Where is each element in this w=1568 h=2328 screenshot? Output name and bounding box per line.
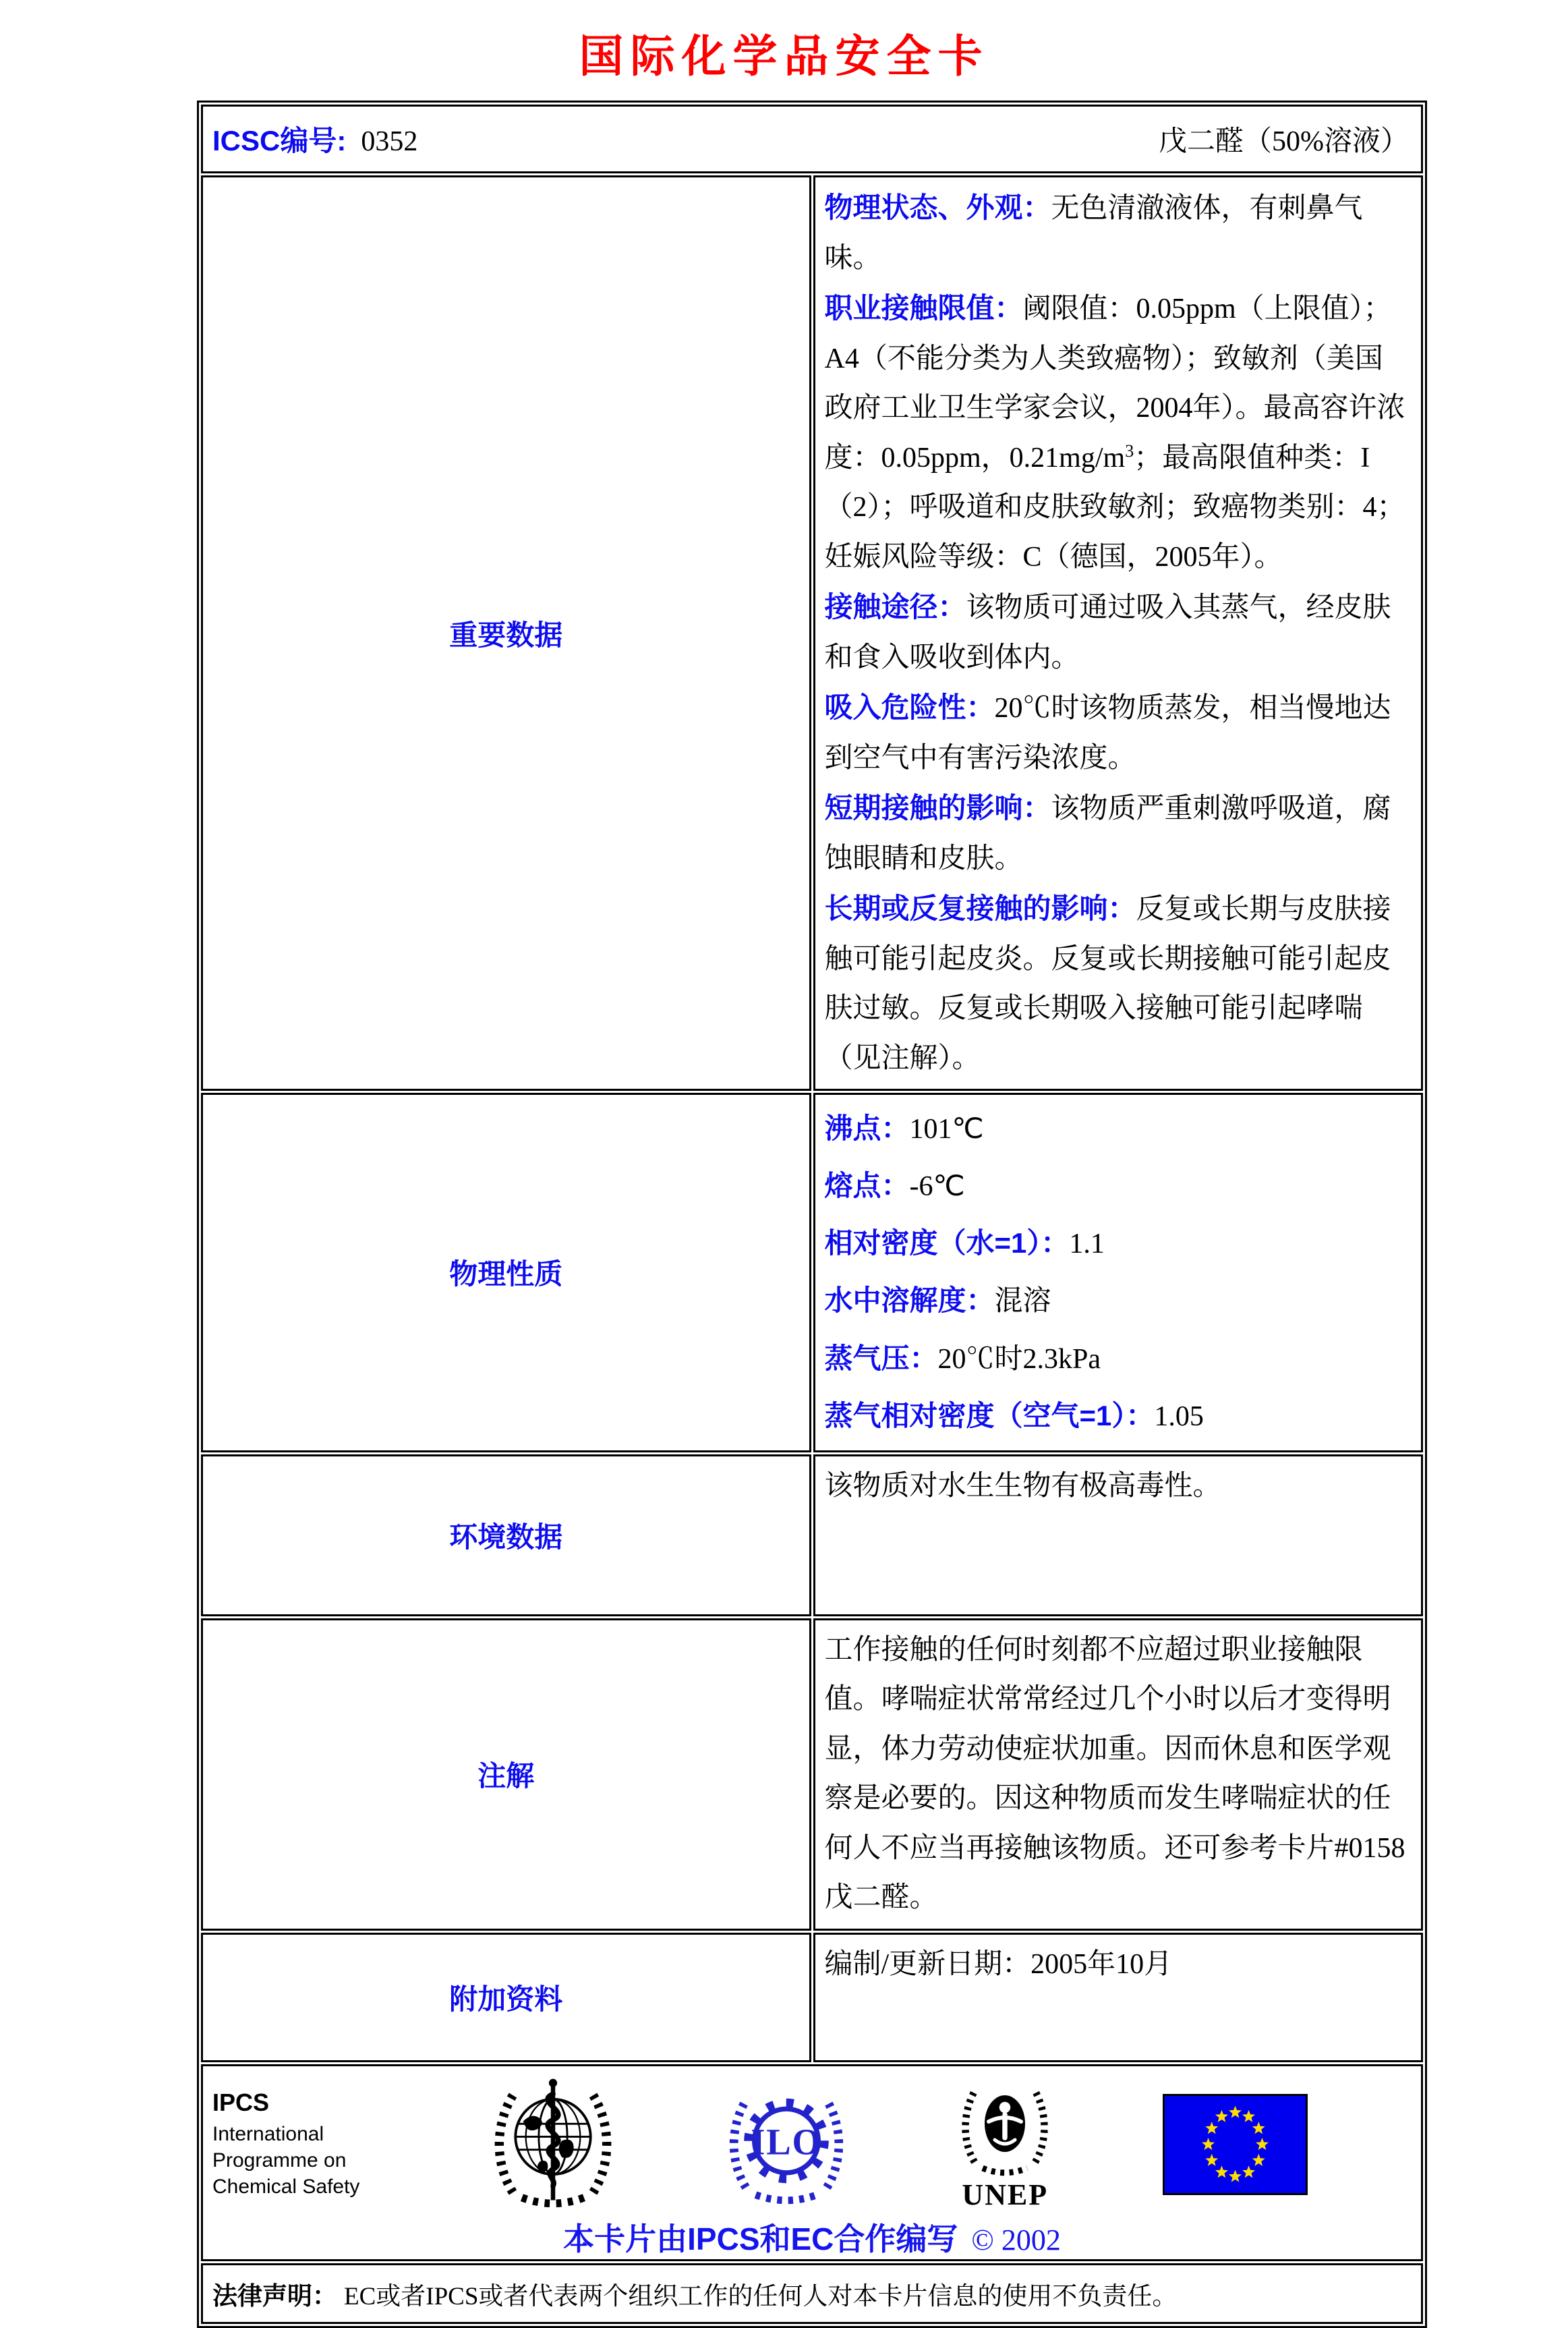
ipcs-block <box>212 2089 381 2200</box>
credit-year: © 2002 <box>971 2223 1061 2256</box>
header-cell <box>201 105 1423 173</box>
item-value: ；最高限值种类：I（2）；呼吸道和皮肤致敏剂；致癌物类别：4；妊娠风险等级：C（德国，2005年）。 <box>824 442 1405 573</box>
physical-property-item <box>825 1330 1410 1388</box>
icsc-number-group <box>212 119 417 159</box>
row-label-physical-properties: 物理性质 <box>201 1093 811 1452</box>
icsc-card-table <box>197 101 1427 2328</box>
additional-info-content <box>813 1933 1424 2062</box>
unep-emblem-icon <box>954 2077 1055 2178</box>
important-data-content <box>813 175 1424 1091</box>
important-data-item <box>825 683 1410 783</box>
important-data-item <box>825 582 1410 683</box>
ipcs-acronym: IPCS <box>212 2089 270 2117</box>
legal-cell <box>201 2263 1423 2324</box>
item-label: 职业接触限值： <box>824 292 1023 324</box>
page-title: 国际化学品安全卡 <box>579 31 989 81</box>
header-row <box>201 105 1423 173</box>
item-value: 该物质可通过吸入其蒸气，经皮肤和食入吸收到体内。 <box>824 592 1391 673</box>
item-label: 蒸气相对密度（空气=1）： <box>824 1399 1155 1431</box>
item-value: 阈限值：0.05ppm（上限值）；A4（不能分类为人类致癌物）；致敏剂（美国政府工业卫生学家会议，2004年）。最高容许浓度：0.05ppm，0.21mg/m <box>824 293 1405 474</box>
ipcs-line: International <box>212 2123 324 2146</box>
important-data-item <box>825 783 1410 884</box>
item-value: 1.05 <box>1154 1400 1204 1432</box>
row-label-additional-info: 附加资料 <box>201 1933 811 2062</box>
item-label: 蒸气压： <box>824 1342 938 1374</box>
legal-text: EC或者IPCS或者代表两个组织工作的任何人对本卡片信息的使用不负责任。 <box>344 2282 1178 2310</box>
additional-info-row <box>201 1933 1423 2062</box>
logos-row <box>201 2064 1423 2261</box>
physical-property-item <box>825 1272 1410 1330</box>
ipcs-line: Programme on <box>212 2149 347 2172</box>
item-label: 物理状态、外观： <box>824 192 1051 223</box>
credit-line <box>203 2215 1421 2259</box>
item-value: 该物质严重刺激呼吸道，腐蚀眼睛和皮肤。 <box>824 793 1391 874</box>
item-label: 短期接触的影响： <box>824 792 1051 824</box>
item-value: 无色清澈液体，有刺鼻气味。 <box>824 193 1363 274</box>
physical-property-item <box>825 1100 1410 1158</box>
physical-property-item <box>825 1158 1410 1215</box>
physical-property-item <box>825 1215 1410 1272</box>
physical-property-item <box>825 1388 1410 1445</box>
environmental-data-text: 该物质对水生生物有极高毒性。 <box>824 1470 1221 1502</box>
credit-text: 本卡片由IPCS和EC合作编写 <box>563 2221 958 2256</box>
physical-properties-row <box>201 1093 1423 1452</box>
ilo-monogram-text: ILO <box>750 2121 822 2163</box>
important-data-item <box>825 884 1410 1083</box>
item-label: 熔点： <box>824 1170 910 1202</box>
notes-row <box>201 1618 1423 1931</box>
ilo-logo-icon <box>725 2079 848 2210</box>
item-value: 1.1 <box>1069 1228 1105 1260</box>
item-label: 沸点： <box>824 1112 910 1144</box>
additional-info-text: 编制/更新日期：2005年10月 <box>824 1948 1173 1980</box>
item-value: 反复或长期与皮肤接触可能引起皮炎。反复或长期接触可能引起皮肤过敏。反复或长期吸入接触可能引起哮喘（见注解）。 <box>824 894 1391 1074</box>
icsc-label: ICSC编号: <box>212 125 347 157</box>
environmental-data-row <box>201 1454 1423 1616</box>
notes-content <box>813 1618 1424 1931</box>
unep-label: UNEP <box>962 2178 1049 2211</box>
environmental-data-content <box>813 1454 1424 1616</box>
who-logo-icon <box>488 2076 618 2213</box>
logo-strip <box>203 2066 1421 2213</box>
item-label: 接触途径： <box>824 591 966 623</box>
item-value: 101℃ <box>909 1114 984 1145</box>
physical-properties-content <box>813 1093 1424 1452</box>
legal-label: 法律声明： <box>212 2281 337 2310</box>
notes-text: 工作接触的任何时刻都不应超过职业接触限值。哮喘症状常常经过几个小时以后才变得明显，体力劳动使症状加重。因而休息和医学观察是必要的。因这种物质而发生哮喘症状的任何人不应当再接触该物质。还可参考卡片#0158 戊二醛。 <box>824 1634 1405 1914</box>
item-value: 20℃时该物质蒸发，相当慢地达到空气中有害污染浓度。 <box>824 693 1391 774</box>
item-label: 相对密度（水=1）： <box>824 1227 1070 1259</box>
eu-flag-icon <box>1163 2093 1308 2196</box>
item-label: 长期或反复接触的影响： <box>824 892 1136 924</box>
substance-name: 戊二醛（50%溶液） <box>1159 126 1409 157</box>
superscript-3: 3 <box>1125 441 1134 461</box>
legal-row <box>201 2263 1423 2324</box>
important-data-row <box>201 175 1423 1091</box>
item-value: 20℃时2.3kPa <box>937 1343 1101 1375</box>
logos-cell <box>201 2064 1423 2261</box>
important-data-item <box>825 283 1410 582</box>
item-value: -6℃ <box>909 1171 965 1203</box>
item-label: 水中溶解度： <box>824 1284 995 1317</box>
item-value: 混溶 <box>994 1286 1051 1317</box>
row-label-notes: 注解 <box>201 1618 811 1931</box>
icsc-number: 0352 <box>361 126 418 157</box>
row-label-important-data: 重要数据 <box>201 175 811 1091</box>
row-label-environmental-data: 环境数据 <box>201 1454 811 1616</box>
item-label: 吸入危险性： <box>824 691 995 723</box>
important-data-item <box>825 183 1410 283</box>
unep-logo-block <box>954 2077 1055 2212</box>
ipcs-line: Chemical Safety <box>212 2176 360 2198</box>
